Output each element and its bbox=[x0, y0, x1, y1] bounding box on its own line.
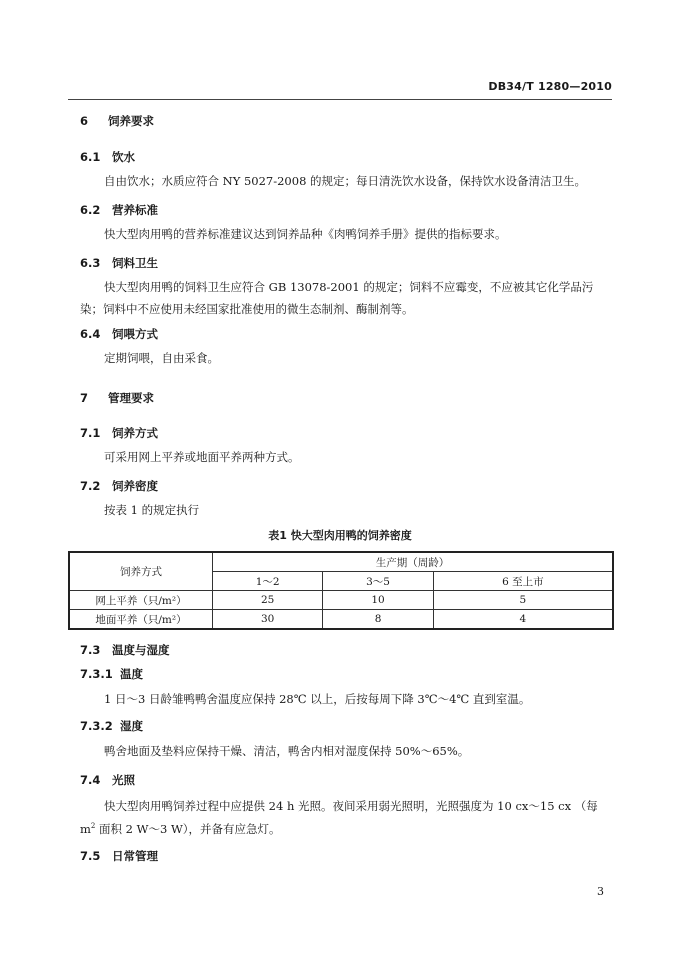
heading-number: 7 bbox=[80, 391, 89, 405]
paragraph-7-2: 按表 1 的规定执行 bbox=[104, 503, 200, 517]
heading-number: 7.3.1 bbox=[80, 667, 113, 681]
mode-cell: 网上平养（只/m²） bbox=[69, 591, 213, 610]
paragraph-7-4 bbox=[80, 795, 600, 817]
heading-number: 7.5 bbox=[80, 849, 101, 863]
heading-title: 光照 bbox=[112, 773, 136, 787]
unit-superscript: 2 bbox=[90, 822, 96, 830]
heading-6-2 bbox=[80, 202, 158, 218]
heading-number: 7.3.2 bbox=[80, 719, 113, 733]
heading-title: 饲养密度 bbox=[112, 479, 159, 493]
value-cell: 4 bbox=[433, 610, 613, 630]
heading-6-3 bbox=[80, 255, 158, 271]
mode-cell: 地面平养（只/m²） bbox=[69, 610, 213, 630]
heading-title: 饮水 bbox=[112, 150, 136, 164]
period-cell: 3～5 bbox=[323, 572, 433, 591]
header-cell-mode: 饲养方式 bbox=[69, 552, 213, 591]
heading-6-1 bbox=[80, 149, 135, 165]
table-header-row bbox=[69, 552, 613, 572]
heading-number: 7.3 bbox=[80, 643, 101, 657]
table-title: 表1 快大型肉用鸭的饲养密度 bbox=[268, 529, 412, 542]
unit-m: m bbox=[80, 821, 91, 836]
heading-number: 6.2 bbox=[80, 203, 101, 217]
heading-6-4 bbox=[80, 326, 158, 342]
value-cell: 5 bbox=[433, 591, 613, 610]
heading-number: 7.2 bbox=[80, 479, 101, 493]
heading-7-1 bbox=[80, 425, 158, 441]
heading-title: 营养标准 bbox=[112, 203, 159, 217]
heading-title: 日常管理 bbox=[112, 849, 159, 863]
header-cell-period: 生产期（周龄） bbox=[213, 552, 614, 572]
value-cell: 10 bbox=[323, 591, 433, 610]
header-rule bbox=[68, 99, 612, 100]
table-row bbox=[69, 591, 613, 610]
value-cell: 30 bbox=[213, 610, 323, 630]
paragraph-6-4: 定期饲喂，自由采食。 bbox=[104, 351, 219, 365]
value-cell: 8 bbox=[323, 610, 433, 630]
paragraph-6-1: 自由饮水；水质应符合 NY 5027-2008 的规定；每日清洗饮水设备，保持饮水设备清洁卫生。 bbox=[104, 174, 587, 188]
paragraph-line: 面积 2 W～3 W），并备有应急灯。 bbox=[95, 821, 281, 836]
heading-title: 饲料卫生 bbox=[112, 256, 159, 270]
paragraph-6-3: 快大型肉用鸭的饲料卫生应符合 GB 13078-2001 的规定；饲料不应霉变，不应被其它化学品污染；饲料中不应使用未经国家批准使用的微生态制剂、酶制剂等。 bbox=[80, 280, 594, 316]
heading-number: 6.3 bbox=[80, 256, 101, 270]
heading-7 bbox=[80, 390, 154, 406]
paragraph-7-1: 可采用网上平养或地面平养两种方式。 bbox=[104, 450, 300, 464]
standard-code: DB34/T 1280—2010 bbox=[488, 80, 612, 93]
table-row bbox=[69, 610, 613, 630]
heading-number: 6.4 bbox=[80, 327, 101, 341]
heading-7-5 bbox=[80, 848, 158, 864]
density-table bbox=[68, 551, 614, 630]
heading-7-3 bbox=[80, 642, 170, 658]
page-number: 3 bbox=[597, 885, 604, 898]
value-cell: 25 bbox=[213, 591, 323, 610]
heading-number: 6 bbox=[80, 114, 89, 128]
heading-7-4 bbox=[80, 772, 135, 788]
heading-6 bbox=[80, 113, 154, 129]
paragraph-7-3-2: 鸭舍地面及垫料应保持干燥、清洁，鸭舍内相对湿度保持 50%～65%。 bbox=[104, 744, 470, 758]
heading-7-3-1 bbox=[80, 666, 143, 682]
heading-number: 7.1 bbox=[80, 426, 101, 440]
heading-7-2 bbox=[80, 478, 158, 494]
paragraph-line: 快大型肉用鸭饲养过程中应提供 24 h 光照。夜间采用弱光照明，光照强度为 10 cx～15 cx （每 bbox=[104, 799, 598, 813]
paragraph-7-4-continued bbox=[80, 815, 600, 840]
heading-number: 7.4 bbox=[80, 773, 101, 787]
heading-title: 饲养方式 bbox=[112, 426, 159, 440]
period-cell: 1～2 bbox=[213, 572, 323, 591]
heading-title: 饲养要求 bbox=[108, 114, 155, 128]
paragraph-7-3-1: 1 日～3 日龄雏鸭鸭舍温度应保持 28℃ 以上，后按每周下降 3℃～4℃ 直到室温。 bbox=[104, 692, 531, 706]
heading-7-3-2 bbox=[80, 718, 143, 734]
heading-title: 管理要求 bbox=[108, 391, 155, 405]
heading-title: 湿度 bbox=[120, 719, 144, 733]
heading-title: 温度与湿度 bbox=[112, 643, 170, 657]
heading-title: 饲喂方式 bbox=[112, 327, 159, 341]
period-cell: 6 至上市 bbox=[433, 572, 613, 591]
paragraph-6-2: 快大型肉用鸭的营养标准建议达到饲养品种《肉鸭饲养手册》提供的指标要求。 bbox=[104, 227, 507, 241]
heading-number: 6.1 bbox=[80, 150, 101, 164]
heading-title: 温度 bbox=[120, 667, 144, 681]
